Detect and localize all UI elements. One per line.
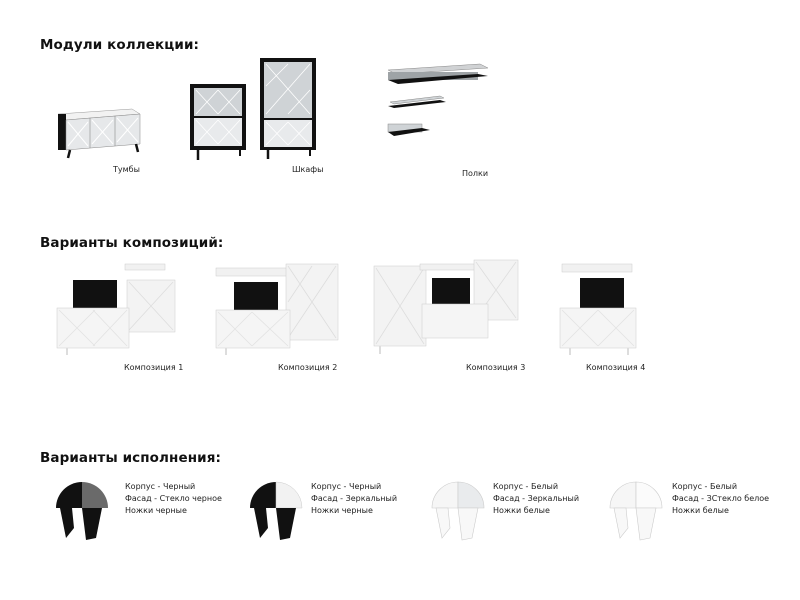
variant-4-swatch bbox=[606, 478, 666, 544]
section-title-compositions: Варианты композиций: bbox=[40, 235, 224, 251]
cabinet-small-image bbox=[188, 82, 252, 164]
variant-2-body: Корпус - Черный bbox=[311, 482, 382, 491]
variant-4-specs bbox=[672, 481, 769, 517]
variant-2-swatch bbox=[246, 478, 306, 544]
composition-3-image bbox=[370, 258, 522, 358]
variant-1-legs: Ножки черные bbox=[125, 506, 187, 515]
variant-4-facade: Фасад - ЗСтекло белое bbox=[672, 494, 770, 503]
variant-1-specs bbox=[125, 481, 222, 517]
cabinet-tall-image bbox=[258, 56, 322, 162]
variant-3-facade: Фасад - Зеркальный bbox=[493, 494, 580, 503]
caption-composition-4: Композиция 4 bbox=[586, 363, 646, 372]
variant-1-swatch bbox=[52, 478, 112, 544]
section-title-variants: Варианты исполнения: bbox=[40, 450, 221, 466]
variant-2-specs bbox=[311, 481, 397, 517]
variant-3-specs bbox=[493, 481, 579, 517]
composition-4-image bbox=[556, 262, 640, 357]
variant-3-body: Корпус - Белый bbox=[493, 482, 559, 491]
variant-4-body: Корпус - Белый bbox=[672, 482, 738, 491]
variant-2-facade: Фасад - Зеркальный bbox=[311, 494, 398, 503]
caption-composition-3: Композиция 3 bbox=[466, 363, 526, 372]
section-title-modules: Модули коллекции: bbox=[40, 37, 200, 53]
caption-composition-1: Композиция 1 bbox=[124, 363, 184, 372]
variant-1-facade: Фасад - Стекло черное bbox=[125, 494, 222, 503]
variant-3-legs: Ножки белые bbox=[493, 506, 550, 515]
caption-tv-stands: Тумбы bbox=[113, 165, 140, 174]
variant-3-swatch bbox=[428, 478, 488, 544]
caption-composition-2: Композиция 2 bbox=[278, 363, 338, 372]
composition-1-image bbox=[55, 262, 180, 357]
variant-4-legs: Ножки белые bbox=[672, 506, 729, 515]
caption-cabinets: Шкафы bbox=[292, 165, 324, 174]
composition-2-image bbox=[212, 262, 342, 357]
tv-stand-image bbox=[52, 100, 142, 162]
caption-shelves: Полки bbox=[462, 169, 489, 178]
shelves-image bbox=[384, 62, 492, 142]
variant-2-legs: Ножки черные bbox=[311, 506, 373, 515]
variant-1-body: Корпус - Черный bbox=[125, 482, 196, 491]
